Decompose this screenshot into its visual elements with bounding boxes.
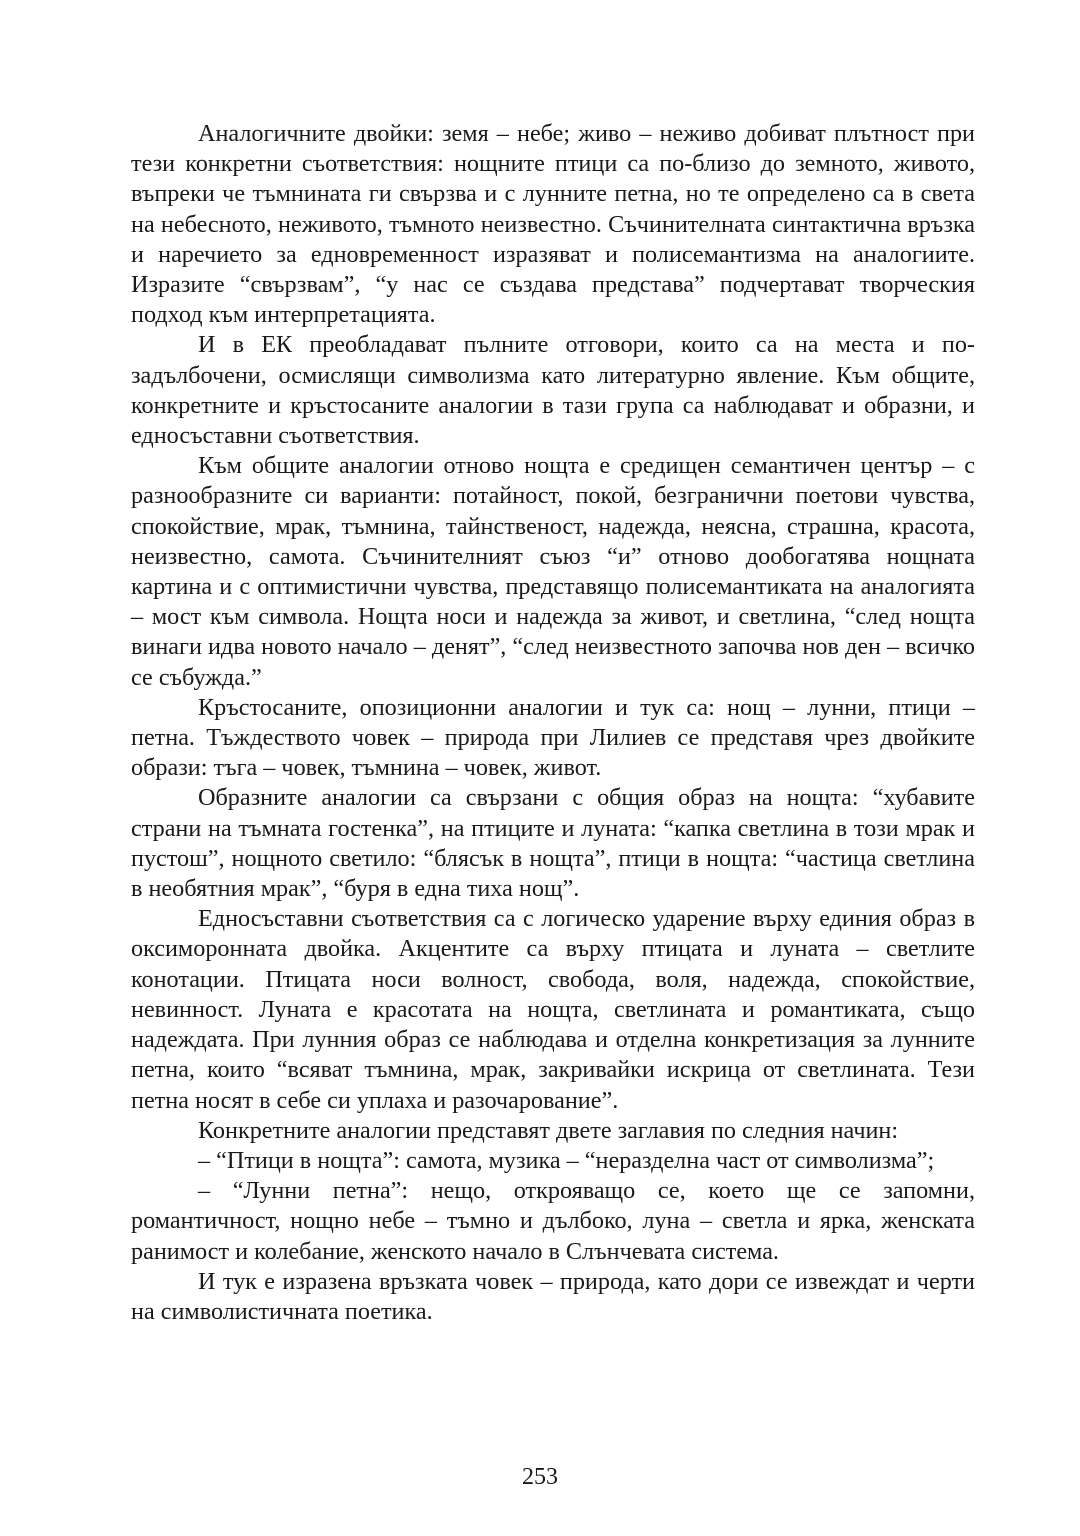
list-item-birds: – “Птици в нощта”: самота, музика – “неразделна част от символизма”; (198, 1146, 935, 1174)
paragraph-3: Към общите аналогии отново нощта е средищен семантичен център – с разнообразните си варианти: потайност, покой, безгранични поетови чувства, спокойствие, мрак, тъмнина, тайнственост, надежда, неясна, страшна, красота, неизвестно, самота. Съчинителният съюз “и” отново дообогатява нощната картина и с оптимистични чувства, представящо полисемантиката на аналогията – мост към символа. Нощта носи и надежда за живот, и светлина, “след нощта винаги идва новото начало – денят”, “след неизвестното започва нов ден – всичко се събужда.” (131, 452, 975, 691)
page-body (131, 119, 975, 1327)
page-number: 253 (522, 1464, 558, 1490)
paragraph-1: Аналогичните двойки: земя – небе; живо – неживо добиват плътност при тези конкретни съответствия: нощните птици са по-близо до земното, живото, въпреки че тъмнината ги свързва и с лунните петна, но те определено са в света на небесното, неживото, тъмното неизвестно. Съчинителната синтактична връзка и наречието за едновременност изразяват и полисемантизма на аналогиите. Изразите “свързвам”, “у нас се създава представа” подчертават творческия подход към интерпретацията. (131, 120, 975, 329)
paragraph-2: И в ЕК преобладават пълните отговори, които са на места и по-задълбочени, осмислящи символизма като литературно явление. Към общите, конкретните и кръстосаните аналогии в тази група са наблюдават и образни, и едносъставни съответствия. (131, 331, 975, 450)
paragraph-6: Едносъставни съответствия са с логическо ударение върху единия образ в оксиморонната двойка. Акцентите са върху птицата и луната – светлите конотации. Птицата носи волност, свобода, воля, надежда, спокойствие, невинност. Луната е красотата на нощта, светлината и романтиката, също надеждата. При лунния образ се наблюдава и отделна конкретизация за лунните петна, които “всяват тъмнина, мрак, закривайки искрица от светлината. Тези петна носят в себе си уплаха и разочарование”. (131, 905, 975, 1114)
list-item-moon: – “Лунни петна”: нещо, открояващо се, което ще се запомни, романтичност, нощно небе – тъмно и дълбоко, луна – светла и ярка, женската ранимост и колебание, женското начало в Слънчевата система. (131, 1177, 975, 1265)
paragraph-5: Образните аналогии са свързани с общия образ на нощта: “хубавите страни на тъмната гостенка”, на птиците и луната: “капка светлина в този мрак и пустош”, нощното светило: “блясък в нощта”, птици в нощта: “частица светлина в необятния мрак”, “буря в една тиха нощ”. (131, 784, 975, 903)
paragraph-7: Конкретните аналогии представят двете заглавия по следния начин: (198, 1116, 899, 1144)
paragraph-4: Кръстосаните, опозиционни аналогии и тук са: нощ – лунни, птици – петна. Тъждеството човек – природа при Лилиев се представя чрез двойките образи: тъга – човек, тъмнина – човек, живот. (131, 693, 975, 782)
paragraph-10: И тук е изразена връзката човек – природа, като дори се извеждат и черти на символистичната поетика. (131, 1267, 975, 1325)
